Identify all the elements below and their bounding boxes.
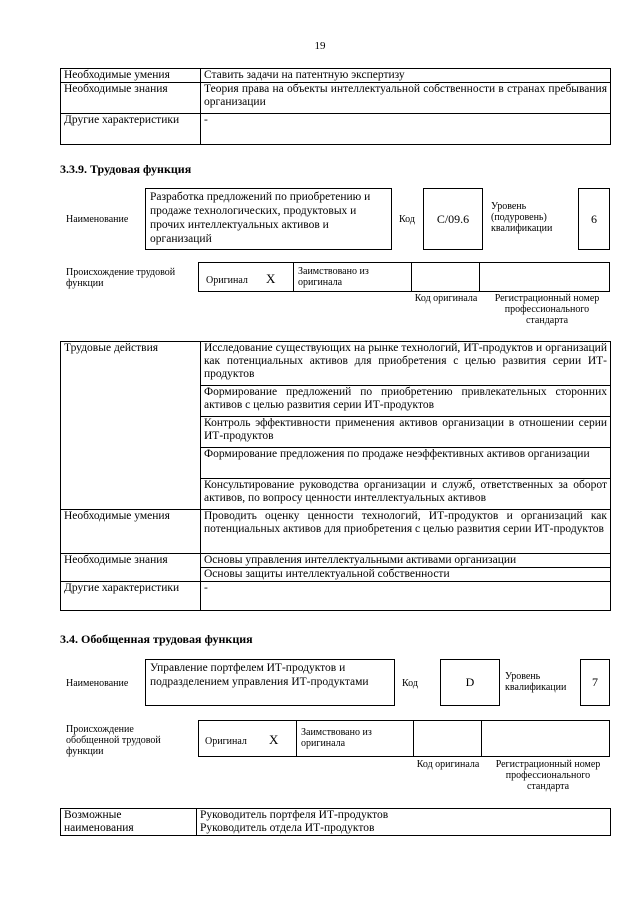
skills-label: Необходимые умения: [61, 510, 201, 554]
reg-number-label: Регистрационный номер профессионального стандарта: [495, 759, 601, 792]
action-item: Консультирование руководства организации и служб, ответственных за оборот активов, по вопросу ценности интеллектуальных активов: [201, 479, 611, 510]
original-mark: X: [266, 271, 276, 286]
position-item: Руководитель портфеля ИТ-продуктов: [197, 809, 611, 823]
row-value: Ставить задачи на патентную экспертизу: [201, 69, 611, 83]
level-value: 7: [580, 659, 610, 706]
table-row: [61, 114, 611, 145]
skill-item: Проводить оценку ценности технологий, ИТ-продуктов и организаций как потенциальных активов для приобретения с целью развития серии ИТ-продуктов: [201, 510, 611, 554]
origin-box: [198, 262, 610, 292]
row-label: Другие характеристики: [61, 114, 201, 145]
divider: [296, 721, 297, 756]
row-label: Необходимые знания: [61, 83, 201, 114]
table-row: [61, 69, 611, 83]
origin-label: Происхождение обобщенной трудовой функции: [66, 724, 161, 757]
function-name: Управление портфелем ИТ-продуктов и подразделением управления ИТ-продуктами: [145, 659, 395, 706]
other-label: Другие характеристики: [61, 582, 201, 611]
divider: [481, 721, 482, 756]
divider: [479, 263, 480, 291]
other-value: -: [201, 582, 611, 611]
code-original-label: Код оригинала: [414, 293, 478, 304]
section-heading: 3.3.9. Трудовая функция: [60, 162, 192, 176]
table-row: [61, 342, 611, 386]
divider: [293, 263, 294, 291]
name-label: Наименование: [66, 678, 129, 689]
code-label: Код: [402, 678, 418, 689]
code-label: Код: [399, 214, 415, 225]
position-item: Руководитель отдела ИТ-продуктов: [197, 822, 611, 836]
row-label: Необходимые умения: [61, 69, 201, 83]
level-value: 6: [578, 188, 610, 250]
page-number: 19: [314, 40, 326, 52]
action-item: Исследование существующих на рынке технологий, ИТ-продуктов и организаций как потенциальных активов для приобретения с целью развития серии ИТ-продуктов: [201, 342, 611, 386]
code-value: D: [440, 659, 500, 706]
row-value: Теория права на объекты интеллектуальной собственности в странах пребывания организации: [201, 83, 611, 114]
reg-number-label: Регистрационный номер профессионального стандарта: [494, 293, 600, 326]
divider: [411, 263, 412, 291]
table-row: [61, 510, 611, 554]
code-value: C/09.6: [423, 188, 483, 250]
original-label: Оригинал: [205, 736, 247, 747]
table-row: [61, 809, 611, 823]
positions-label: Возможные наименования: [61, 809, 197, 836]
actions-label: Трудовые действия: [61, 342, 201, 510]
knowledge-label: Необходимые знания: [61, 554, 201, 582]
origin-box: [198, 720, 610, 757]
borrowed-label: Заимствовано из оригинала: [301, 727, 372, 749]
table-row: [61, 554, 611, 568]
original-mark: X: [269, 732, 279, 747]
knowledge-item: Основы управления интеллектуальными активами организации: [201, 554, 611, 568]
level-label: Уровень (подуровень) квалификации: [491, 201, 553, 234]
origin-label: Происхождение трудовой функции: [66, 267, 176, 289]
function-name: Разработка предложений по приобретению и продаже технологических, продуктовых и прочих интеллектуальных активов и организаций: [145, 188, 392, 250]
divider: [413, 721, 414, 756]
main-table: [60, 341, 611, 611]
name-label: Наименование: [66, 214, 129, 225]
top-table: [60, 68, 611, 145]
section-heading: 3.4. Обобщенная трудовая функция: [60, 632, 253, 646]
action-item: Контроль эффективности применения активов организации в отношении серии ИТ-продуктов: [201, 417, 611, 448]
action-item: Формирование предложений по приобретению привлекательных сторонних активов с целью развития серии ИТ-продуктов: [201, 386, 611, 417]
positions-table: [60, 808, 611, 836]
table-row: [61, 582, 611, 611]
level-label: Уровень квалификации: [505, 671, 567, 693]
row-value: -: [201, 114, 611, 145]
action-item: Формирование предложения по продаже неэффективных активов организации: [201, 448, 611, 479]
borrowed-label: Заимствовано из оригинала: [298, 266, 369, 288]
knowledge-item: Основы защиты интеллектуальной собственности: [201, 568, 611, 582]
code-original-label: Код оригинала: [416, 759, 480, 770]
original-label: Оригинал: [206, 275, 248, 286]
table-row: [61, 83, 611, 114]
